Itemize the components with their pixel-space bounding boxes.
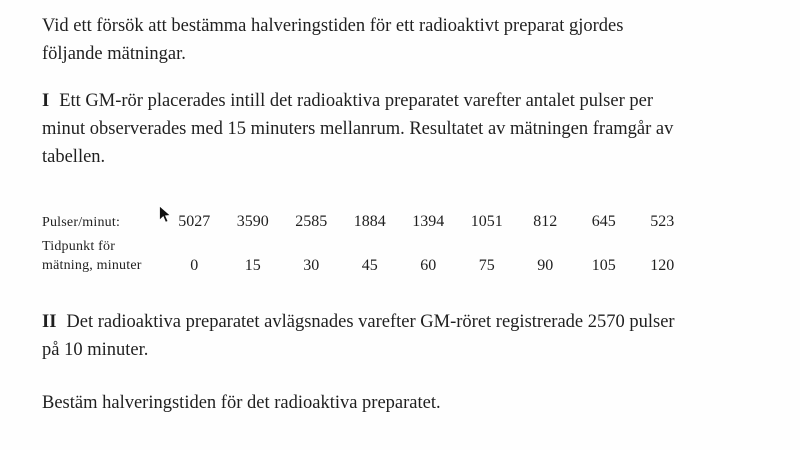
pulse-value-cell: 3590 [236,213,269,230]
intro-line-1: Vid ett försök att bestämma halveringstiden för ett radioaktivt preparat gjordes [42,16,624,36]
pulse-value-cell: 2585 [295,213,328,230]
time-value-cell: 15 [244,257,261,274]
times-row-label-line-2: mätning, minuter [42,258,142,273]
times-row-label-line-1: Tidpunkt för [42,239,116,254]
time-value-cell: 45 [361,257,378,274]
part1-line-3: tabellen. [42,147,106,167]
pulse-value-cell: 523 [650,213,675,230]
part2-line-1: Det radioaktiva preparatet avlägsnades varefter GM-röret registrerade 2570 pulser [66,312,675,332]
pulse-value-cell: 1051 [470,213,503,230]
time-value-cell: 75 [478,257,495,274]
pulses-row [42,212,692,232]
pulse-value-cell: 5027 [178,213,211,230]
part1-line-2: minut observerades med 15 minuters mellanrum. Resultatet av mätningen framgår av [42,119,674,139]
time-value-cell: 90 [537,257,554,274]
measurement-table [42,212,692,275]
time-value-cell: 120 [650,257,675,274]
part2-label: II [42,312,57,332]
time-value-cell: 105 [591,257,616,274]
part1-paragraph [42,87,673,171]
part1-label: I [42,91,50,111]
pulse-value-cell: 1884 [353,213,386,230]
intro-paragraph [42,12,623,68]
pulse-value-cell: 812 [533,213,558,230]
pulses-row-label: Pulser/minut: [42,215,121,230]
times-row [42,237,692,275]
part2-line-2: på 10 minuter. [42,340,149,360]
time-value-cell: 0 [190,257,199,274]
pulse-value-cell: 645 [591,213,616,230]
task-line: Bestäm halveringstiden för det radioaktiva preparatet. [42,393,441,413]
pulse-value-cell: 1394 [412,213,445,230]
part2-paragraph [42,308,675,364]
time-value-cell: 30 [303,257,320,274]
part1-line-1: Ett GM-rör placerades intill det radioaktiva preparatet varefter antalet pulser per [59,91,653,111]
time-value-cell: 60 [420,257,437,274]
intro-line-2: följande mätningar. [42,44,186,64]
mouse-cursor-icon [158,205,171,225]
times-row-label [42,237,165,275]
